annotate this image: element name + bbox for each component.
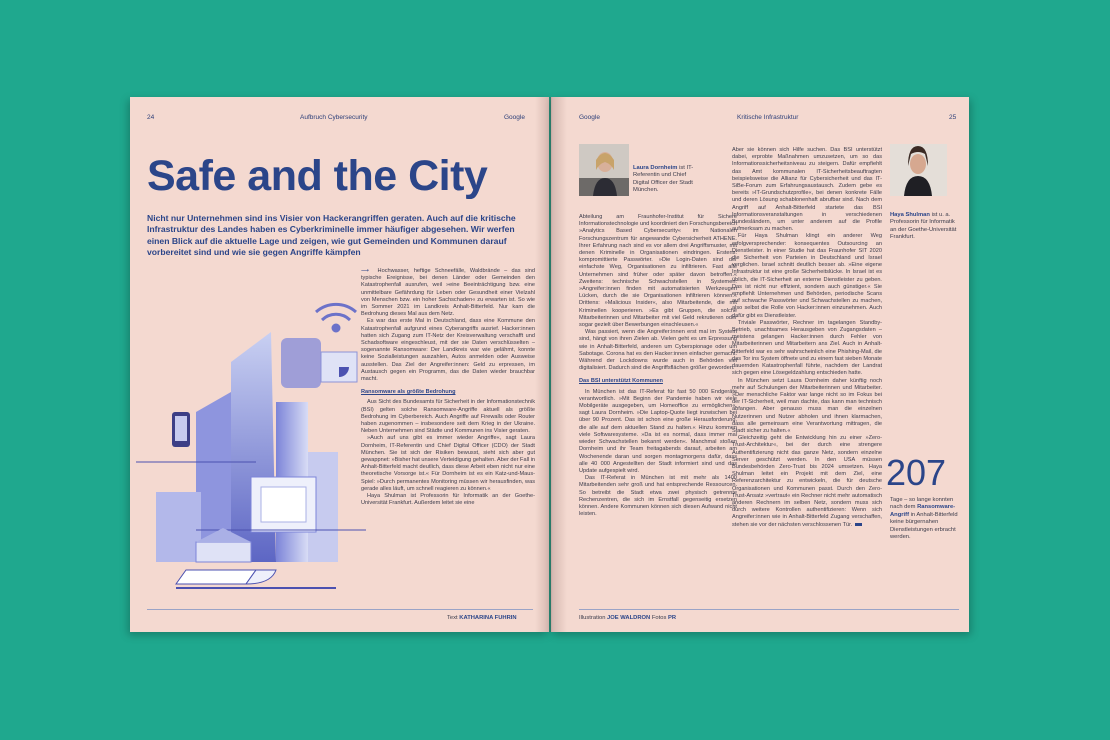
portrait-photo-shulman: [890, 144, 947, 196]
left-page: [130, 97, 549, 632]
paragraph: Aus Sicht des Bundesamts für Sicherheit in der Informationstechnik (BSI) gelten solche Ransomware-Angriffe aktuell als größte Bedrohung im Cyberbereich. Auch Angriffe auf Firewalls oder Router haben zugenommen – insbesondere seit dem Krieg in der Ukraine. Neben Unternehmen sind Städte und Kommunen ins Visier geraten.: [361, 399, 535, 435]
page-number: 24: [147, 114, 155, 121]
paragraph: Abteilung am Fraunhofer-Institut für Sichere Informationstechnologie und koordiniert den Forschungsbereich »Analytics Based Cybersecurity« im Nationalen Forschungszentrum für angewandte Cybersicherheit ATHENE. Ihrer Erfahrung nach sind es vor allem drei Angriffsmuster, mit denen Kriminelle in Organisationen eindringen. Erstens: kompromittierte Passwörter. »Die Login-Daten sind der einfachste Weg, Organisationen zu infiltrieren. Fast alle Unternehmen sind früher oder später davon betroffen.« Zweitens: technische Schwachstellen in Systemen: »Angreifer:innen finden mit automatisierten Werkzeugen Lücken, durch die sie Organisationen infiltrieren können.« Drittens: »Malicious Insider«, also Mitarbeitende, die mit Kriminellen kooperieren. »Es gibt Gruppen, die solche Mitarbeiterinnen und Mitarbeiter mit viel Geld rekrutieren oder sogar gezielt über Bewerbungen einschleusen.«: [579, 214, 737, 329]
body-column-right-1: [579, 214, 737, 518]
paragraph: Es war das erste Mal in Deutschland, dass eine Kommune den Katastrophenfall aufgrund eines Cyberangriffs ausrief. Hacker:innen hatten sich Zugang zum IT-Netz der Kreisverwaltung verschafft und Schadsoftware eingeschleust, mit der sie Daten verschlüsselten – sogenannte Ransomware: Der Landkreis war wie gelähmt, konnte keine Sozialleistungen auszahlen, Autos anmelden oder Ausweise ausstellen. Das Ziel der Angreifer:innen: Geld zu erpressen, im Austausch gegen ein Programm, das die Daten wieder brauchbar macht.: [361, 318, 535, 383]
arrow-icon: ⟶: [361, 268, 370, 274]
body-column-left: [361, 268, 535, 508]
subheading: Ransomware als größte Bedrohung: [361, 389, 456, 396]
paragraph: »Auch auf uns gibt es immer wieder Angriffe«, sagt Laura Dornheim, IT-Referentin und Chief Digital Officer (CDO) der Stadt München. Sie ist sich der Risiken bewusst, sieht sich aber gut gewappnet: »Bisher hat unsere Verteidigung gehalten. Aber der Fall in Anhalt-Bitterfeld macht deutlich, dass diese Arbeit eben nicht nur eine theoretische Vorsorge ist.« Für Dornheim ist es ein Katz-und-Maus-Spiel: »Durch permanentes Monitoring müssen wir herausfinden, was gerade alles läuft, um schnell reagieren zu können.«: [361, 435, 535, 492]
paragraph: Hochwasser, heftige Schneefälle, Waldbrände – das sind typische Ereignisse, bei denen Länder oder Gemeinden den Katastrophenfall ausrufen, weil »eine Beeinträchtigung bzw. eine unmittelbare Gefährdung für Leben oder Gesundheit einer Vielzahl von Menschen bzw. ein hoher Sachschaden« zu erwarten ist. So wie im Sommer 2021 im Landkreis Anhalt-Bitterfeld. Nur kam die Bedrohung dieses Mal aus dem Netz.: [361, 268, 536, 318]
brand-label: Google: [504, 114, 525, 121]
section-label: Aufbruch Cybersecurity: [300, 114, 368, 121]
paragraph: In München ist das IT-Referat für fast 50 000 Endgeräte verantwortlich. »Mit Beginn der Pandemie haben wir viele Mobilgeräte ausgegeben, um Homeoffice zu ermöglichen«, sagt Laura Dornheim. »Die Laptop-Quote liegt inzwischen bei über 90 Prozent. Das ist schon eine große Herausforderung, die alle auf dem aktuellen Stand zu halten.« Hinzu kommen viele Softwaresysteme. »Da ist es normal, dass immer mal wieder Schwachstellen bekannt werden«. Manchmal stoßen Dornheim und ihr Team freitagabends darauf, arbeiten am Wochenende daran und sorgen montagmorgens dafür, dass alle 40 000 Angestellten der Stadt informiert sind und das Update aufgespielt wird.: [579, 388, 737, 474]
stat-number: 207: [886, 452, 947, 493]
paragraph: Haya Shulman ist Professorin für Informatik an der Goethe-Universität Frankfurt. Außerdem leitet sie eine: [361, 493, 535, 507]
text-credit: Text KATHARINA FUHRIN: [447, 615, 517, 621]
right-page: [551, 97, 969, 632]
paragraph: In München setzt Laura Dornheim daher künftig noch mehr auf Schulungen der Mitarbeiterinnen und Mitarbeiter. »Der menschliche Faktor war lange nicht so im Fokus bei der IT-Sicherheit, weil man dachte, das kann man technisch abfangen. Aber genauso muss man die einzelnen Nutzerinnen und Nutzer abholen und ihnen klarmachen, dass alle gemeinsam eine Verantwortung mittragen, die Stadt sicher zu halten.«: [732, 377, 882, 434]
paragraph: Aber sie können sich Hilfe suchen. Das BSI unterstützt dabei, erprobte Maßnahmen umzusetzen, um so das Informationssicherheitsniveau zu steigern. Dafür empfiehlt das Amt kommunalen IT-Sicherheitsbeauftragten beispielsweise die Allianz für Cybersicherheit und das IT-SiBe-Forum zum Erfahrungsaustausch. Zudem gebe es bereits »IT-Grundschutzprofile«, bei denen konkrete Fälle und deren Lösung schablonenhaft abrufbar sind. Nach dem Angriff auf Anhalt-Bitterfeld startete das BSI Informationsveranstaltungen in verschiedenen Bundesländern, um unter anderem auf die Profile aufmerksam zu machen.: [732, 147, 882, 233]
page-number: 25: [949, 114, 957, 121]
footer-rule: [579, 609, 959, 610]
city-illustration: [136, 262, 366, 612]
paragraph: Triviale Passwörter, Rechner im tagelangen Standby-Betrieb, unachtsames Herausgeben von Zugangsdaten – meistens gelangen Hacker:innen durch Fehler von Mitarbeiterinnen und Mitarbeitern ans Ziel. Auch in Anhalt-Bitterfeld war es sehr wahrscheinlich eine Phishing-Mail, die das Tor ins System öffnete und zu einem fast sieben Monate dauernden Katastrophenfall führte, nachdem der Landrat sich gegen eine Lösegeldzahlung entschieden hatte.: [732, 319, 882, 377]
end-mark-icon: [855, 523, 862, 526]
portrait-photo-dornheim: [579, 144, 629, 196]
brand-label: Google: [579, 114, 600, 121]
photo-caption-dornheim: Laura Dornheim ist IT-Referentin und Chief Digital Officer der Stadt München.: [633, 165, 694, 194]
paragraph: Gleichzeitig geht die Entwicklung hin zu einer »Zero-Trust-Architektur«, bei der durch eine strengere Authentifizierung nicht das ganze Netz, sondern einzelne Server geschützt werden. In den USA müssen Bundesbehörden Zero-Trust bis 2024 umsetzen. Haya Shulman leitet ein Projekt mit dem Ziel, eine Referenzarchitektur zu entwickeln, die für deutsche Organisationen und Kommunen passt. Durch den Zero-Trust-Ansatz »vertraut« ein Rechner nicht mehr automatisch anderen Rechnern im selben Netz, sondern muss sich durch weitere Kontrollen authentifizieren: Wenn sich Angreifer:innen wie in Anhalt-Bitterfeld Zugang verschaffen, stehen sie vor der nächsten verschlossenen Tür.: [732, 435, 882, 528]
section-label: Kritische Infrastruktur: [737, 114, 799, 121]
footer-rule: [147, 609, 533, 610]
stat-caption: Tage – so lange konnten nach dem Ransomware-Angriff in Anhalt-Bitterfeld keine bürgernahen Dienstleistungen erbracht werden.: [890, 497, 958, 541]
article-lead: Nicht nur Unternehmen sind ins Visier von Hackerangriffen geraten. Auch auf die kritische Infrastruktur des Landes haben es Cyberkriminelle immer häufiger abgesehen. Wir werfen einen Blick auf die aktuelle Lage und zeigen, wie gut Gemeinden und Kommunen darauf vorbereitet sind und wie sie gegen Angriffe kämpfen: [147, 213, 516, 258]
paragraph: Was passiert, wenn die Angreifer:innen erst mal im System sind, hängt von ihren Zielen ab. Vielen geht es um Erpressung wie in Anhalt-Bitterfeld, anderen um Cyberspionage oder um Sabotage. Corona hat es den Hacker:innen einfacher gemacht. Während der Lockdowns wurde auch in Behörden viel digitalisiert. Dadurch sind die Angriffsflächen größer geworden.: [579, 329, 737, 372]
magazine-spread: [130, 97, 972, 636]
body-column-right-2: [732, 147, 882, 529]
image-credits: Illustration JOE WALDRON Fotos PR: [579, 615, 677, 621]
wifi-icon: [316, 304, 356, 331]
subheading: Das BSI unterstützt Kommunen: [579, 378, 663, 385]
article-title: Safe and the City: [147, 152, 488, 200]
paragraph: Für Haya Shulman klingt ein anderer Weg erfolgversprechender: konsequentes Outsourcing an Dienstleister. In einer Studie hat das Fraunhofer SIT 2020 die Sicherheit von Parteien in Deutschland und Israel verglichen. Israel schnitt deutlich besser ab. »Eine eigene Infrastruktur ist eine große Sicherheitslücke. In Israel ist es üblich, die IT-Sicherheit an externe Dienstleister zu geben. Das ist nicht nur effizient, sondern auch günstiger.« Sie empfiehlt Unternehmen und Behörden, periodische Scans auf schwache Passwörter und Schwachstellen zu machen, also selbst die Rolle von Hacker:innen einzunehmen. Auch dafür gibt es Dienstleister.: [732, 233, 882, 319]
paragraph: Das IT-Referat in München ist mit mehr als 1400 Mitarbeitenden sehr groß und hat entsprechende Ressourcen. So betreibt die Stadt etwa zwei physisch getrennte Rechenzentren, die sich im Ernstfall gegenseitig ersetzen können. Andere Kommunen können sich diesen Aufwand nicht leisten.: [579, 475, 737, 518]
photo-caption-shulman: Haya Shulman ist u. a. Professorin für Informatik an der Goethe-Universität Frankfurt.: [890, 212, 957, 241]
